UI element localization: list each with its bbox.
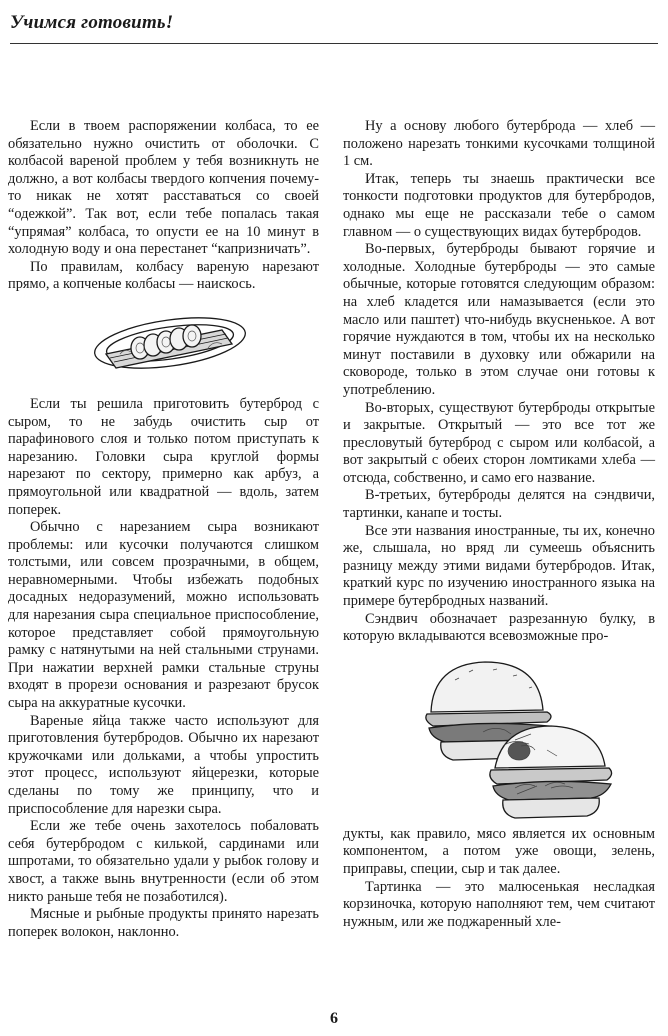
right-column — [343, 118, 655, 931]
paragraph: Ну а основу любого бутерброда — хлеб — положено нарезать тонкими кусочками толщиной 1 см. — [343, 118, 655, 170]
header-title: Учимся готовить! — [10, 12, 174, 33]
paragraph: Мясные и рыбные продукты принято нарезать поперек волокон, наклонно. — [8, 906, 319, 940]
paragraph: Если же тебе очень захотелось побаловать себя бутербродом с килькой, сардинами или шпротами, то обязательно удали у рыбок голову и хвост, а также вынь внутренности (если об этом никто раньше тебя не позаботился). — [8, 818, 319, 905]
paragraph-continuation: дукты, как правило, мясо является их основным компонентом, а потом уже овощи, зелень, приправы, специи, сыр и так далее. — [343, 825, 655, 877]
header-rule — [10, 43, 658, 44]
paragraph: Во-вторых, существуют бутерброды открытые и закрытые. Открытый — это все тот же пресловутый бутерброд с сыром или колбасой, а вот закрытый с обеих сторон ломтиками хлеба — отсюда, собственно, и само его название. — [343, 399, 655, 486]
paragraph: Тартинка — это малюсенькая несладкая корзиночка, которую наполняют тем, чем считают нужным, или же поджаренный хле- — [343, 878, 655, 930]
paragraph: В-третьих, бутерброды делятся на сэндвичи, тартинки, канапе и тосты. — [343, 487, 655, 522]
paragraph: По правилам, колбасу вареную нарезают прямо, а копченые колбасы — наискось. — [8, 258, 319, 293]
paragraph: Если ты решила приготовить бутерброд с сыром, то не забудь очистить сыр от парафинового слоя и только потом приступать к нарезанию. Головки сыра круглой формы нарезают по сектору, примерно как арбуз, а прямоугольной или квадратной — вдоль, затем поперек. — [8, 395, 319, 518]
paragraph: Обычно с нарезанием сыра возникают проблемы: или кусочки получаются слишком толстыми, или совсем прозрачными, в общем, неравномерными. Чтобы избежать подобных досадных недоразумений, можно использовать для нарезания сыра специальное приспособление, которое представляет собой прямоугольную рамку с натянутыми на ней стальными струнами. При нажатии верхней рамки стальные струны входят в прорези основания и разрезают брусок сыра на аккуратные кусочки. — [8, 519, 319, 712]
paragraph: Все эти названия иностранные, ты их, конечно же, слышала, но вряд ли сумеешь объяснить разницу между этими видами бутербродов. Итак, краткий курс по изучению иностранного языка на примере бутербродных названий. — [343, 522, 655, 610]
sandwich-illustration — [343, 650, 655, 822]
paragraph: Итак, теперь ты знаешь практически все тонкости подготовки продуктов для бутербродов, однако мы еще не рассказали тебе о самом главном — о существующих видах бутербродов. — [343, 170, 655, 240]
paragraph: Вареные яйца также часто используют для приготовления бутербродов. Обычно их нарезают кружочками или дольками, а чтобы упростить этот процесс, используют яйцерезки, которые сделаны по тому же принципу, что и приспособление для нарезки сыра. — [8, 712, 319, 817]
left-column — [8, 118, 319, 941]
page-number: 6 — [330, 1010, 338, 1027]
running-header — [10, 6, 658, 44]
paragraph: Сэндвич обозначает разрезанную булку, в которую вкладываются всевозможные про- — [343, 610, 655, 645]
sausage-plate-illustration — [8, 296, 319, 392]
paragraph: Во-первых, бутерброды бывают горячие и холодные. Холодные бутерброды — это самые обычные, которые готовятся следующим образом: на хлеб кладется или намазывается (если это масло или паштет) что-нибудь вкусненькое. А вот горячие нуждаются в том, чтобы их на несколько минут поставили в духовку или обжарили на сковороде, только в этом случае они готовы к употреблению. — [343, 241, 655, 398]
paragraph: Если в твоем распоряжении колбаса, то ее обязательно нужно очистить от оболочки. С колбасой вареной проблем у тебя возникнуть не должно, а вот колбасы твердого копчения почему-то никак не хотят расставаться со своей “одежкой”. Так вот, если тебе попалась такая “упрямая” колбаса, то опусти ее на 10 минут в холодную воду и она перестанет “капризничать”. — [8, 118, 319, 258]
